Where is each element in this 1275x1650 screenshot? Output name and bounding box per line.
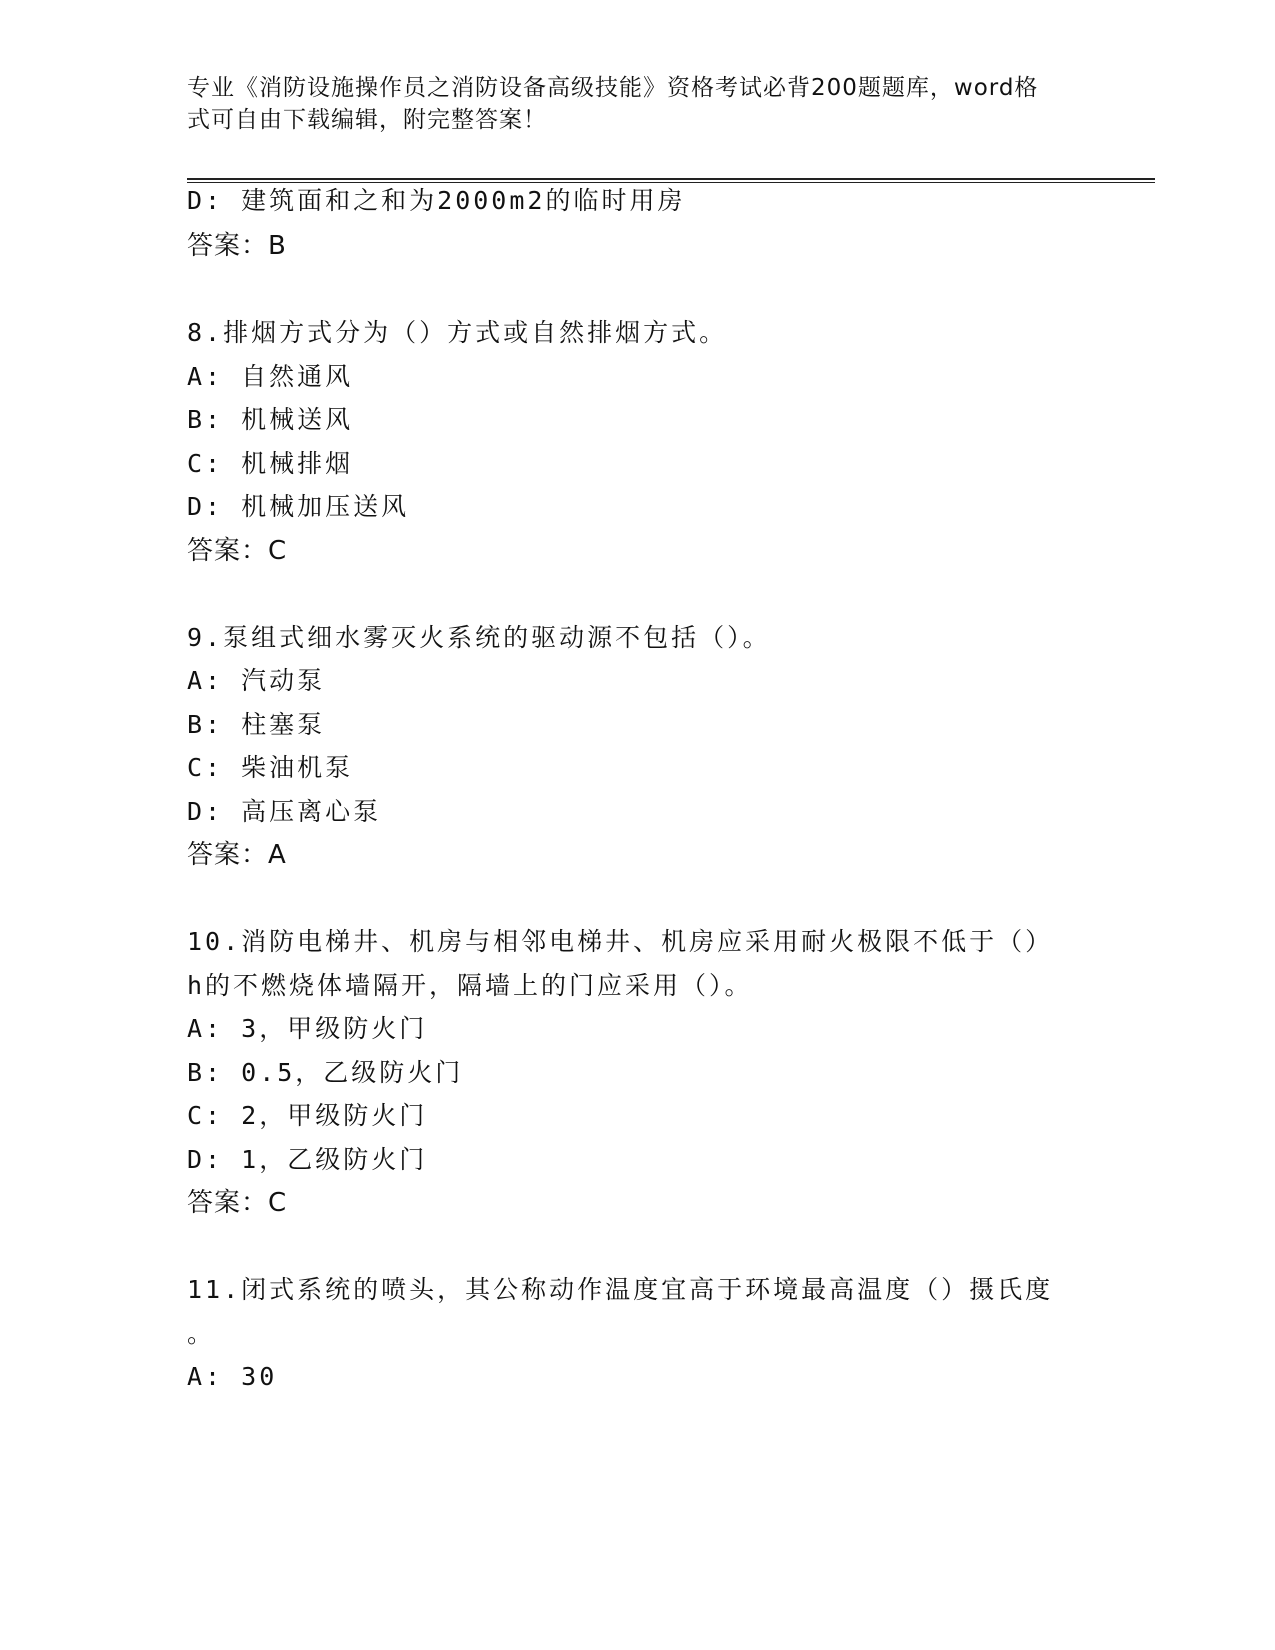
prev-answer: 答案：B (187, 231, 287, 261)
prev-option-d: D: 建筑面和之和为2000m2的临时用房 (187, 186, 686, 215)
q9-stem: 9.泵组式细水雾灭火系统的驱动源不包括（）。 (187, 623, 771, 652)
q11-stem-line-1: 11.闭式系统的喷头，其公称动作温度宜高于环境最高温度（）摄氏度 (187, 1275, 1054, 1304)
q9-option-a: A: 汽动泵 (187, 666, 326, 695)
q8-stem: 8.排烟方式分为（）方式或自然排烟方式。 (187, 318, 728, 347)
q10-option-d: D: 1，乙级防火门 (187, 1145, 428, 1174)
q10-option-c: C: 2，甲级防火门 (187, 1101, 428, 1130)
q9-option-b: B: 柱塞泵 (187, 710, 326, 739)
q10-answer: 答案：C (187, 1188, 288, 1218)
q8-answer: 答案：C (187, 536, 288, 566)
q9-option-d: D: 高压离心泵 (187, 797, 382, 826)
q9-option-c: C: 柴油机泵 (187, 753, 354, 782)
q8-option-b: B: 机械送风 (187, 405, 354, 434)
q8-option-a: A: 自然通风 (187, 362, 354, 391)
header-divider (187, 178, 1155, 180)
q11-stem-line-2: 。 (187, 1319, 216, 1348)
q10-stem-line-1: 10.消防电梯井、机房与相邻电梯井、机房应采用耐火极限不低于（） (187, 927, 1054, 956)
q10-option-a: A: 3，甲级防火门 (187, 1014, 428, 1043)
header-line-2: 式可自由下载编辑，附完整答案！ (187, 107, 547, 133)
q10-stem-line-2: h的不燃烧体墙隔开，隔墙上的门应采用（）。 (187, 971, 753, 1000)
document-header (187, 72, 1067, 136)
q11-option-a: A: 30 (187, 1362, 278, 1391)
q9-answer: 答案：A (187, 840, 287, 870)
q10-option-b: B: 0.5，乙级防火门 (187, 1058, 464, 1087)
q8-option-d: D: 机械加压送风 (187, 492, 410, 521)
header-divider-thin (187, 182, 1155, 183)
header-line-1: 专业《消防设施操作员之消防设备高级技能》资格考试必背200题题库，word格 (187, 75, 1039, 101)
q8-option-c: C: 机械排烟 (187, 449, 354, 478)
